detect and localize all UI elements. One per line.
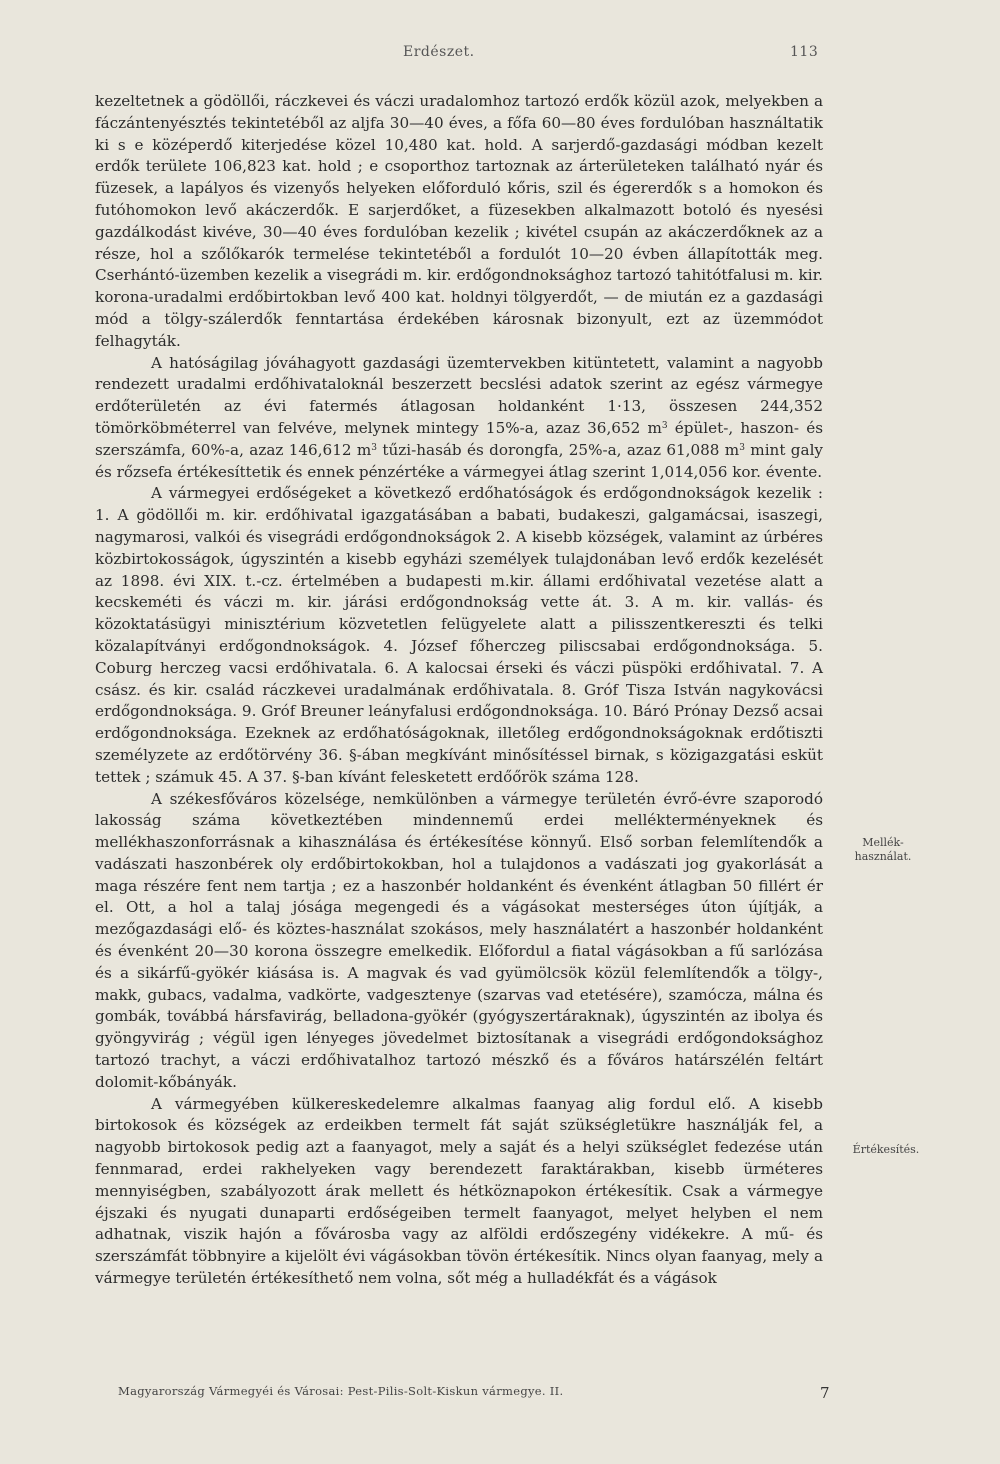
paragraph-2-part-d: mint galy és rőzsefa értékesíttetik és ennek pénzértéke a vármegyei átlag szerint 1,014,056 kor. évente.	[95, 440, 824, 481]
body-text	[95, 91, 823, 1290]
paragraph-5: A vármegyében külkereskedelemre alkalmas faanyag alig fordul elő. A kisebb birtokosok és községek az erdeikben termelt fát saját szükségletükre használják fel, a nagyobb birtokosok pedig azt a faanyagot, mely a saját és a helyi szükséglet fedezése után fennmarad, erdei rakhelyeken vagy berendezett faraktárakban, kisebb ürméteres mennyiségben, szabályozott árak mellett és hétköznapokon értékesítik. Csak a vármegye éjszaki és nyugati dunaparti erdőségeiben termelt faanyagot, melyet helyben el nem adhatnak, viszik hajón a fővárosba vagy az alföldi erdőszegény vidékekre. A mű- és szerszámfát többnyire a kijelölt évi vágásokban tövön értékesítik. Nincs olyan faanyag, mely a vármegye területén értékesíthető nem volna, sőt még a hulladékfát és a vágások	[95, 1094, 823, 1288]
paragraph-1: kezeltetnek a gödöllői, ráczkevei és váczi uradalomhoz tartozó erdők közül azok, melyekben a fáczántenyésztés tekintetéből az aljfa 30—40 éves, a főfa 60—80 éves fordulóban használtatik ki s e középerdő kiterjedése közel 10,480 kat. hold. A sarjerdő-gazdasági módban kezelt erdők területe 106,823 kat. hold ; e csoporthoz tartoznak az árterületeken található nyár és füzesek, a lapályos és vizenyős helyeken előforduló kőris, szil és égererdők s a homokon és futóhomokon levő akáczerdők. E sarjerdőket, a füzesekben alkalmazott botoló és nyesési gazdálkodást kivéve, 30—40 éves fordulóban kezelik ; kivétel csupán az akáczerdőknek az a része, hol a szőlőkarók termelése tekintetéből a fordulót 10—20 évben állapították meg. Cserhántó-üzemben kezelik a visegrádi m. kir. erdőgondnoksághoz tartozó tahitótfalusi m. kir. korona-uradalmi erdőbirtokban levő 400 kat. holdnyi tölgyerdőt, — de miután ez a gazdasági mód a tölgy-szálerdők fenntartása érdekében károsnak bizonyult, ezt az üzemmódot felhagyták.	[95, 92, 823, 350]
page-footer: Magyarország Vármegyéi és Városai: Pest-Pilis-Solt-Kiskun vármegye. II.	[118, 1384, 564, 1398]
cubic-superscript-1: 3	[661, 420, 668, 431]
paragraph-2-part-c: tűzi-hasáb és dorongfa, 25%-a, azaz 61,088 m	[377, 440, 740, 459]
sheet-number: 7	[820, 1384, 830, 1402]
margin-note-1-line-2: használat.	[854, 850, 912, 863]
paragraph-2	[95, 353, 823, 484]
page-header	[0, 44, 1000, 68]
paragraph-2-part-b: épület-, haszon- és szerszámfa, 60%-a, azaz 146,612 m	[95, 418, 824, 459]
margin-note-mellekhasznalat	[833, 836, 933, 864]
paragraph-4: A székesfőváros közelsége, nemkülönben a vármegye területén évrő-évre szaporodó lakosság száma következtében mindennemű erdei mellékterményeknek és mellékhaszonforrásnak a kihasználása és értékesítése könnyű. Első sorban felemlítendők a vadászati haszonbérek oly erdőbirtokokban, hol a tulajdonos a vadászati jog gyakorlását a maga részére fent nem tartja ; ez a haszonbér holdanként és évenként átlagban 50 fillért ér el. Ott, a hol a talaj jósága megengedi és a vágásokat mesterséges úton újítják, a mezőgazdasági elő- és köztes-használat szokásos, mely használatért a haszonbér holdanként és évenként 20—30 korona összegre emelkedik. Előfordul a fiatal vágásokban a fű sarlózása és a sikárfű-gyökér kiásása is. A magvak és vad gyümölcsök közül felemlítendők a tölgy-, makk, gubacs, vadalma, vadkörte, vadgesztenye (szarvas vad etetésére), szamócza, málna és gombák, továbbá hársfavirág, belladona-gyökér (gyógyszertáraknak), úgyszintén az ibolya és gyöngyvirág ; végül igen lényeges jövedelmet biztosítanak a visegrádi erdőgondoksághoz tartozó trachyt, a váczi erdőhivatalhoz tartozó mészkő és a főváros határszélén feltárt dolomit-kőbányák.	[95, 789, 823, 1091]
paragraph-2-part-a: A hatóságilag jóváhagyott gazdasági üzemtervekben kitüntetett, valamint a nagyobb rendezett uradalmi erdőhivataloknál beszerzett becslési adatok szerint az egész vármegye erdőterületén az évi fatermés átlagosan holdanként 1·13, összesen 244,352 tömörköbméterrel van felvéve, melynek mintegy 15%-a, azaz 36,652 m	[95, 353, 823, 437]
page-number: 113	[790, 44, 819, 60]
paragraph-3: A vármegyei erdőségeket a következő erdőhatóságok és erdőgondnokságok kezelik : 1. A gödöllői m. kir. erdőhivatal igazgatásában a babati, budakeszi, galgamácsai, isaszegi, nagymarosi, valkói és visegrádi erdőgondnokságok 2. A kisebb községek, valamint az úrbéres közbirtokosságok, úgyszintén a kisebb egyházi személyek tulajdonában levő erdők kezelését az 1898. évi XIX. t.-cz. értelmében a budapesti m.kir. állami erdőhivatal vezetése alatt a kecskeméti és váczi m. kir. járási erdőgondnokság vette át. 3. A m. kir. vallás- és közoktatásügyi minisztérium közvetetlen felügyelete alatt a pilisszentkereszti és telki közalapítványi erdőgondnokságok. 4. József főherczeg piliscsabai erdőgondnoksága. 5. Coburg herczeg vacsi erdőhivatala. 6. A kalocsai érseki és váczi püspöki erdőhivatal. 7. A csász. és kir. család ráczkevei uradalmának erdőhivatala. 8. Gróf Tisza István nagykovácsi erdőgondnoksága. 9. Gróf Breuner leányfalusi erdőgondnoksága. 10. Báró Prónay Dezső acsai erdőgondnoksága. Ezeknek az erdőhatóságoknak, illetőleg erdőgondnokságoknak erdőtiszti személyzete az erdőtörvény 36. §-ában megkívánt minősítéssel birnak, s közigazgatási esküt tettek ; számuk 45. A 37. §-ban kívánt felesketett erdőőrök száma 128.	[95, 484, 823, 786]
cubic-superscript-2: 3	[371, 442, 378, 453]
margin-note-ertekesites: Értékesítés.	[852, 1143, 920, 1156]
running-head: Erdészet.	[403, 44, 475, 60]
margin-note-1-line-1: Mellék-	[862, 836, 904, 849]
cubic-superscript-3: 3	[739, 442, 745, 453]
